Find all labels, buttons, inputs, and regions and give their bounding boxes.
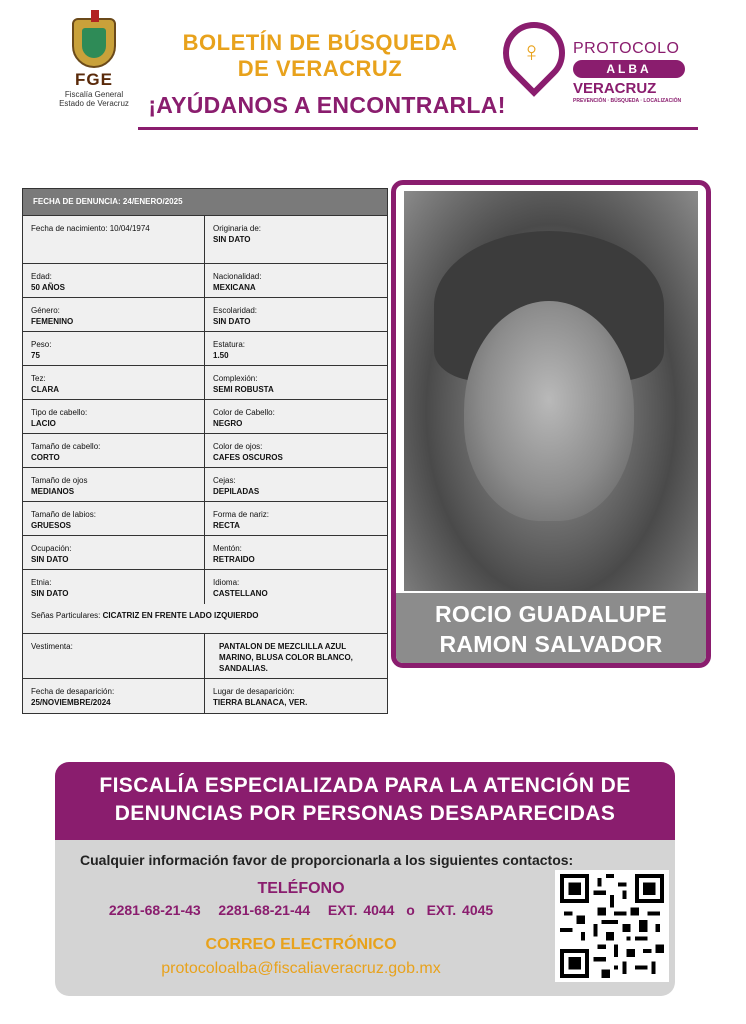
field-label: Tamaño de labios: — [31, 510, 96, 519]
person-name-line2: RAMON SALVADOR — [439, 631, 663, 657]
field-value: FEMENINO — [31, 317, 74, 326]
table-row — [23, 332, 387, 366]
field-value: LACIO — [31, 419, 56, 428]
field-label: Cejas: — [213, 476, 236, 485]
alba-veracruz-text: VERACRUZ — [573, 80, 657, 97]
field-label: Tamaño de cabello: — [31, 442, 101, 451]
desaparicion-row — [23, 679, 387, 713]
field-value: RECTA — [213, 521, 240, 530]
fge-logo — [55, 18, 133, 118]
field-value: SIN DATO — [213, 317, 251, 326]
senas-value: CICATRIZ EN FRENTE LADO IZQUIERDO — [102, 611, 259, 620]
field-label: Tamaño de ojos — [31, 476, 88, 485]
fiscalia-line1: FISCALÍA ESPECIALIZADA PARA LA ATENCIÓN DE — [99, 774, 631, 797]
vestimenta-label: Vestimenta: — [31, 642, 73, 651]
table-row — [23, 468, 387, 502]
header — [0, 0, 746, 135]
table-row — [23, 502, 387, 536]
field-label: Fecha de nacimiento: 10/04/1974 — [31, 224, 150, 233]
fge-acronym: FGE — [75, 70, 113, 89]
field-label: Peso: — [31, 340, 52, 349]
field-value: CAFES OSCUROS — [213, 453, 283, 462]
bulletin-title — [150, 30, 490, 82]
fge-subtitle-2: Estado de Veracruz — [59, 99, 129, 108]
field-label: Edad: — [31, 272, 52, 281]
person-name-line1: ROCIO GUADALUPE — [435, 601, 667, 627]
alba-name-pill: ALBA — [573, 60, 685, 78]
table-row — [23, 216, 387, 264]
table-row — [23, 536, 387, 570]
field-value: DEPILADAS — [213, 487, 260, 496]
vestimenta-value: PANTALON DE MEZCLILLA AZUL MARINO, BLUSA COLOR BLANCO, SANDALIAS. — [218, 642, 353, 673]
contact-section — [55, 840, 675, 996]
field-label: Forma de nariz: — [213, 510, 270, 519]
field-label: Idioma: — [213, 578, 240, 587]
bulletin-title-line1: BOLETÍN DE BÚSQUEDA — [182, 30, 458, 55]
field-value: NEGRO — [213, 419, 243, 428]
bulletin-title-line2: DE VERACRUZ — [237, 56, 403, 81]
field-value: CORTO — [31, 453, 60, 462]
phone-label: TELÉFONO — [257, 880, 345, 897]
contact-intro: Cualquier información favor de proporcionarla a los siguientes contactos: — [80, 852, 574, 868]
senas-label: Señas Particulares: — [31, 611, 101, 620]
field-label: Nacionalidad: — [213, 272, 262, 281]
email-link[interactable]: protocoloalba@fiscaliaveracruz.gob.mx — [161, 960, 441, 977]
table-row — [23, 366, 387, 400]
field-label: Tipo de cabello: — [31, 408, 88, 417]
field-label: Tez: — [31, 374, 46, 383]
field-value: SIN DATO — [31, 555, 69, 564]
lugar-desaparicion-value: TIERRA BLANACA, VER. — [213, 698, 308, 707]
field-value: GRUESOS — [31, 521, 72, 530]
fecha-desaparicion-label: Fecha de desaparición: — [31, 687, 115, 696]
table-row — [23, 264, 387, 298]
field-value: 1.50 — [213, 351, 229, 360]
header-divider — [138, 127, 698, 130]
person-name — [396, 593, 706, 663]
missing-person-photo — [404, 191, 698, 591]
field-value: CASTELLANO — [213, 589, 268, 598]
table-row — [23, 434, 387, 468]
table-row — [23, 570, 387, 604]
alba-protocolo-text: PROTOCOLO — [573, 40, 680, 57]
help-tagline: ¡AYÚDANOS A ENCONTRARLA! — [148, 92, 506, 118]
email-label: CORREO ELECTRÓNICO — [205, 936, 397, 953]
field-label: Escolaridad: — [213, 306, 258, 315]
qr-code-icon[interactable] — [555, 870, 669, 982]
field-label: Color de Cabello: — [213, 408, 275, 417]
field-label: Originaria de: — [213, 224, 262, 233]
field-value: SIN DATO — [213, 235, 251, 244]
field-label: Complexión: — [213, 374, 258, 383]
fge-subtitle-1: Fiscalía General — [64, 90, 124, 99]
protocolo-alba-logo — [503, 22, 703, 112]
field-value: 75 — [31, 351, 40, 360]
field-value: SIN DATO — [31, 589, 69, 598]
person-data-table — [22, 188, 388, 714]
field-label: Mentón: — [213, 544, 242, 553]
field-label: Ocupación: — [31, 544, 72, 553]
phone-numbers[interactable]: 2281-68-21-43 2281-68-21-44 EXT. 4044 o EXT. 4045 — [108, 902, 494, 918]
field-value: CLARA — [31, 385, 59, 394]
field-value: MEXICANA — [213, 283, 256, 292]
field-label: Etnia: — [31, 578, 52, 587]
field-label: Color de ojos: — [213, 442, 263, 451]
field-value: RETRAIDO — [213, 555, 255, 564]
photo-card — [391, 180, 711, 668]
field-value: SEMI ROBUSTA — [213, 385, 274, 394]
alba-tagline: PREVENCIÓN · BÚSQUEDA · LOCALIZACIÓN — [573, 98, 682, 104]
table-row — [23, 298, 387, 332]
senas-row — [23, 604, 387, 634]
field-value: MEDIANOS — [31, 487, 75, 496]
field-value: 50 AÑOS — [31, 283, 65, 292]
vestimenta-row — [23, 634, 387, 679]
female-symbol-icon: ♀ — [521, 36, 542, 67]
field-label: Estatura: — [213, 340, 246, 349]
table-row — [23, 400, 387, 434]
fecha-desaparicion-value: 25/NOVIEMBRE/2024 — [31, 698, 111, 707]
fiscalia-line2: DENUNCIAS POR PERSONAS DESAPARECIDAS — [114, 802, 616, 825]
report-date: FECHA DE DENUNCIA: 24/ENERO/2025 — [23, 189, 387, 216]
coat-of-arms-icon — [72, 18, 116, 68]
lugar-desaparicion-label: Lugar de desaparición: — [213, 687, 295, 696]
fiscalia-banner — [55, 762, 675, 840]
field-label: Género: — [31, 306, 60, 315]
